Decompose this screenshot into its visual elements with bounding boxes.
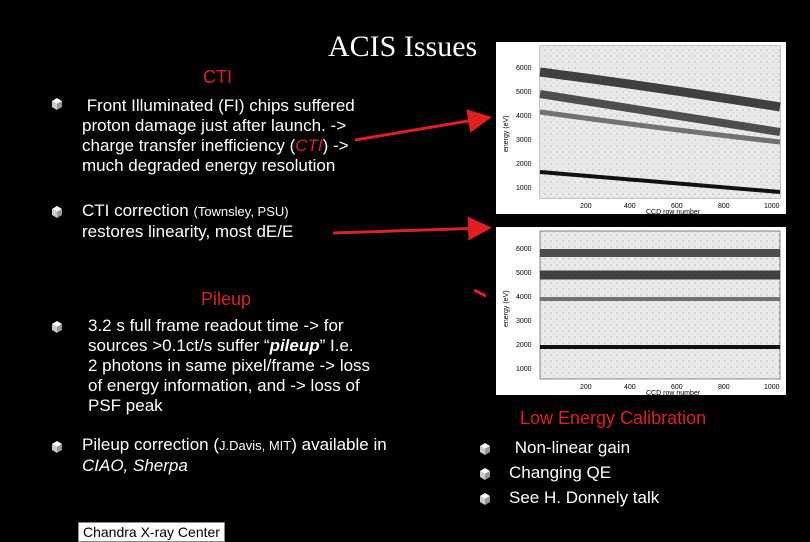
ytick: 4000 (516, 294, 532, 301)
lowenergy-bullet-1: Non-linear gain (514, 438, 631, 457)
ytick: 2000 (516, 342, 532, 349)
slide-title: ACIS Issues (328, 30, 478, 63)
xtick: 800 (718, 384, 730, 391)
plot-ylabel: energy (eV) (503, 290, 510, 327)
lowenergy-bullet-2: Changing QE (509, 463, 612, 482)
bullet-icon (50, 320, 64, 334)
xtick: 200 (580, 203, 592, 210)
xtick: 400 (624, 384, 636, 391)
bullet-icon (50, 440, 64, 454)
arrow-to-plot-3 (474, 290, 486, 296)
xtick: 800 (718, 203, 730, 210)
ytick: 6000 (516, 246, 532, 253)
plot-xlabel: CCD row number (646, 209, 701, 214)
footer-label: Chandra X-ray Center (78, 522, 225, 542)
bullet-icon (478, 492, 492, 506)
cti-plot-after (496, 227, 786, 395)
pileup-bullet-1: 3.2 s full frame readout time -> for sources >0.1ct/s suffer “pileup” I.e. 2 photons in same pixel/frame -> loss of energy information, and -> loss of PSF peak (88, 316, 371, 415)
ytick: 3000 (516, 318, 532, 325)
ytick: 1000 (516, 366, 532, 373)
lowenergy-bullet-3: See H. Donnely talk (509, 488, 660, 507)
ytick: 4000 (516, 113, 532, 120)
pileup-bullet-2: Pileup correction (J.Davis, MIT) available in CIAO, Sherpa (82, 435, 387, 475)
xtick: 600 (671, 384, 683, 391)
cti-bullet-1: Front Illuminated (FI) chips suffered proton damage just after launch. -> charge transfer inefficiency (CTI) -> much degraded energy resolution (82, 96, 355, 175)
plot-xlabel: CCD row number (646, 390, 701, 395)
bullet-icon (478, 442, 492, 456)
ytick: 5000 (516, 270, 532, 277)
xtick: 1000 (764, 203, 780, 210)
plot-ylabel: energy (eV) (503, 115, 510, 152)
ytick: 6000 (516, 65, 532, 72)
cti-bullet-2: CTI correction (Townsley, PSU) restores linearity, most dE/E (82, 201, 294, 241)
xtick: 600 (671, 203, 683, 210)
xtick: 1000 (764, 384, 780, 391)
pileup-header: Pileup (201, 289, 252, 309)
bullet-icon (478, 467, 492, 481)
ytick: 1000 (516, 185, 532, 192)
lowenergy-header: Low Energy Calibration (520, 408, 707, 428)
xtick: 400 (624, 203, 636, 210)
bullet-icon (50, 97, 64, 111)
ytick: 3000 (516, 137, 532, 144)
ytick: 5000 (516, 89, 532, 96)
cti-plot-before (496, 42, 786, 214)
xtick: 200 (580, 384, 592, 391)
cti-header: CTI (203, 67, 232, 87)
ytick: 2000 (516, 161, 532, 168)
bullet-icon (50, 205, 64, 219)
